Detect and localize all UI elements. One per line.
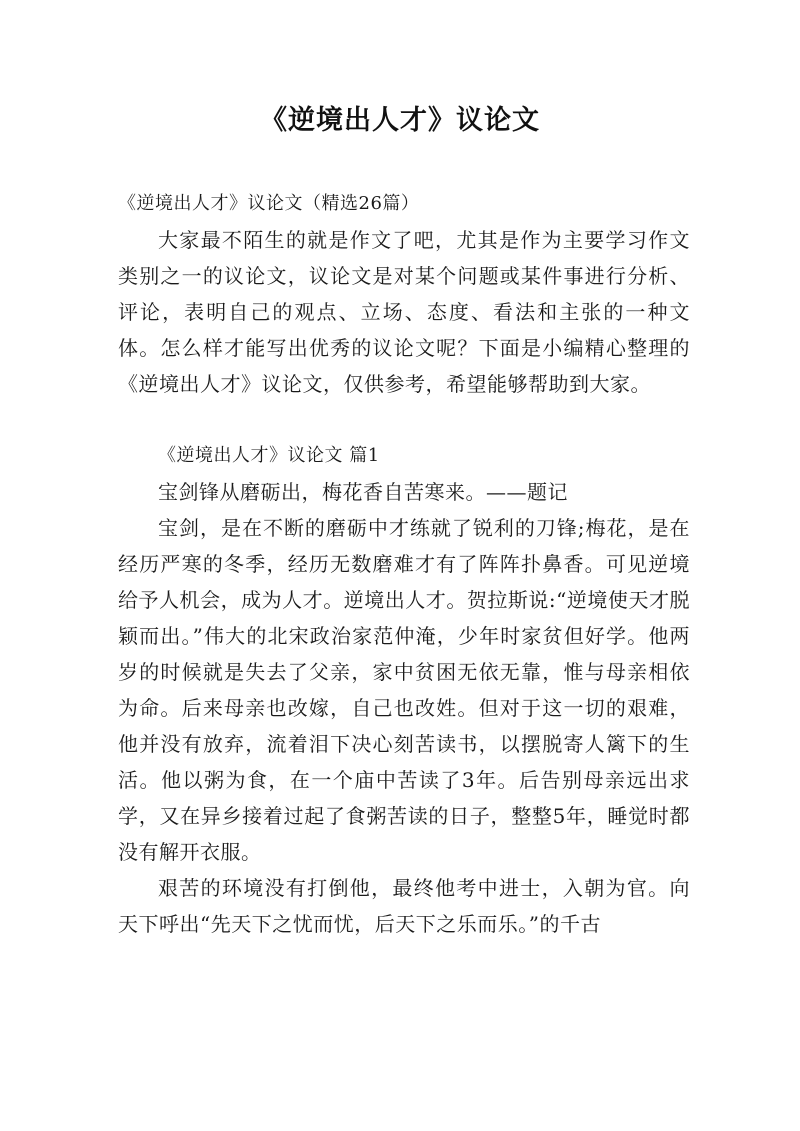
document-title: 《逆境出人才》议论文 [260,105,540,136]
section-heading: 《逆境出人才》议论文 篇1 [158,445,380,466]
body-paragraph: 艰苦的环境没有打倒他，最终他考中进士，入朝为官。向天下呼出“先天下之忧而忧，后天下之乐而乐。”的千古 [118,876,690,936]
document-body [118,186,690,942]
intro-paragraph: 大家最不陌生的就是作文了吧，尤其是作为主要学习作文类别之一的议论文，议论文是对某个问题或某件事进行分析、评论，表明自己的观点、立场、态度、看法和主张的一种文体。怎么样才能写出优秀的议论文呢？下面是小编精心整理的《逆境出人才》议论文，仅供参考，希望能够帮助到大家。 [118,228,690,396]
body-paragraph: 宝剑，是在不断的磨砺中才练就了锐利的刀锋;梅花，是在经历严寒的冬季，经历无数磨难才有了阵阵扑鼻香。可见逆境给予人机会，成为人才。逆境出人才。贺拉斯说:“逆境使天才脱颖而出。”伟大的北宋政治家范仲淹，少年时家贫但好学。他两岁的时候就是失去了父亲，家中贫困无依无靠，惟与母亲相依为命。后来母亲也改嫁，自己也改姓。但对于这一切的艰难，他并没有放弃，流着泪下决心刻苦读书，以摆脱寄人篱下的生活。他以粥为食，在一个庙中苦读了3年。后告别母亲远出求学，又在异乡接着过起了食粥苦读的日子，整整5年，睡觉时都没有解开衣服。 [118,516,690,864]
document-subtitle: 《逆境出人才》议论文（精选26篇） [118,193,420,214]
epigraph: 宝剑锋从磨砺出，梅花香自苦寒来。——题记 [158,480,568,504]
